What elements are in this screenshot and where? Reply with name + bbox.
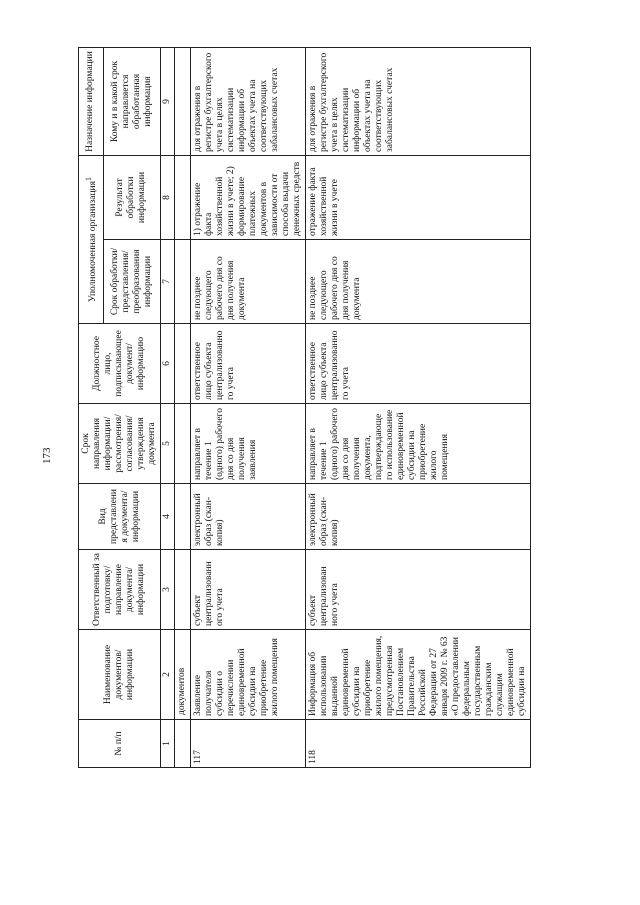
purpose: для отражения в регистре бухгалтерского учета в целях систематизации информации об объектах учета на соответствующих забалансовых счетах	[191, 48, 306, 156]
page-number: 173	[41, 447, 53, 464]
group-label: документов	[175, 630, 191, 720]
result: отражение факта хозяйственной жизни в учете	[306, 156, 531, 240]
purpose: для отражения в регистре бухгалтерского учета в целях систематизации информации об объектах учета на соответствующих забалансовых счетах	[306, 48, 531, 156]
document-table	[78, 47, 531, 768]
header-col3: Ответственный за подготовку/ направление документа/ информации	[79, 550, 161, 630]
processing-term: не позднее следующего рабочего дня со дня получения документа	[191, 240, 306, 324]
header-col4: Вид представления документа/ информации	[79, 484, 161, 550]
result: 1) отражение факта хозяйственной жизни в учете; 2) формирование платежных документов в зависимости от способа выдачи денежных средств	[191, 156, 306, 240]
header-col9: Кому и в какой срок направляется обработанная информация	[103, 48, 160, 156]
header-col8: Результат обработки информации	[103, 156, 160, 240]
header-col5: Срок направления информации/ рассмотрения/ согласования/ утверждения документа	[79, 404, 161, 484]
header-group-org: Уполномоченная организация$^1$	[79, 156, 104, 324]
column-number: 9	[161, 48, 175, 156]
column-number: 3	[161, 550, 175, 630]
document-name: Информация об использовании выданной единовременной субсидии на приобретение жилого помещения, предусмотренная Постановлением Правительства Российской Федерации от 27 января 2009 г. № 63 «О предоставлении федеральным государственным гражданским служащим единовременной субсидии на	[306, 630, 531, 720]
column-number: 2	[161, 630, 175, 720]
official: ответственное лицо субъекта централизованно го учета	[306, 324, 531, 404]
processing-term: не позднее следующего рабочего дня со дня получения документа	[306, 240, 531, 324]
column-number: 1	[161, 720, 175, 768]
header-col2: Наименование документов/ информации	[79, 630, 161, 720]
official: ответственное лицо субъекта централизованно го учета	[191, 324, 306, 404]
responsible: субъект централизованн ого учета	[191, 550, 306, 630]
header-col1: № п/п	[79, 720, 161, 768]
column-number: 8	[161, 156, 175, 240]
header-col7: Срок обработки/ представления/ преобразования информации	[103, 240, 160, 324]
group-row	[175, 48, 191, 768]
column-number: 7	[161, 240, 175, 324]
term: направляет в течение 1 (одного) рабочего дня со дня получения документа, подтверждающе го использование единовременной субсидии на приобретение жилого помещения	[306, 404, 531, 484]
row-number: 117	[191, 720, 306, 768]
header-row-1	[79, 48, 104, 768]
column-number-row	[161, 48, 175, 768]
form: электронный образ (скан-копия)	[306, 484, 531, 550]
column-number: 5	[161, 404, 175, 484]
row-number: 118	[306, 720, 531, 768]
term: направляет в течение 1 (одного) рабочего дня со дня получения заявления	[191, 404, 306, 484]
header-col6: Должностное лицо, подписывающее документ/ информацию	[79, 324, 161, 404]
table-row	[306, 48, 531, 768]
form: электронный образ (скан-копия)	[191, 484, 306, 550]
column-number: 6	[161, 324, 175, 404]
table-row	[191, 48, 306, 768]
column-number: 4	[161, 484, 175, 550]
responsible: субъект централизован ного учета	[306, 550, 531, 630]
document-name: Заявление получателя субсидии о перечислении единовременной субсидии на приобретение жилого помещения	[191, 630, 306, 720]
rotated-table-wrapper	[78, 48, 530, 768]
header-group-purpose: Назначение информации	[79, 48, 104, 156]
